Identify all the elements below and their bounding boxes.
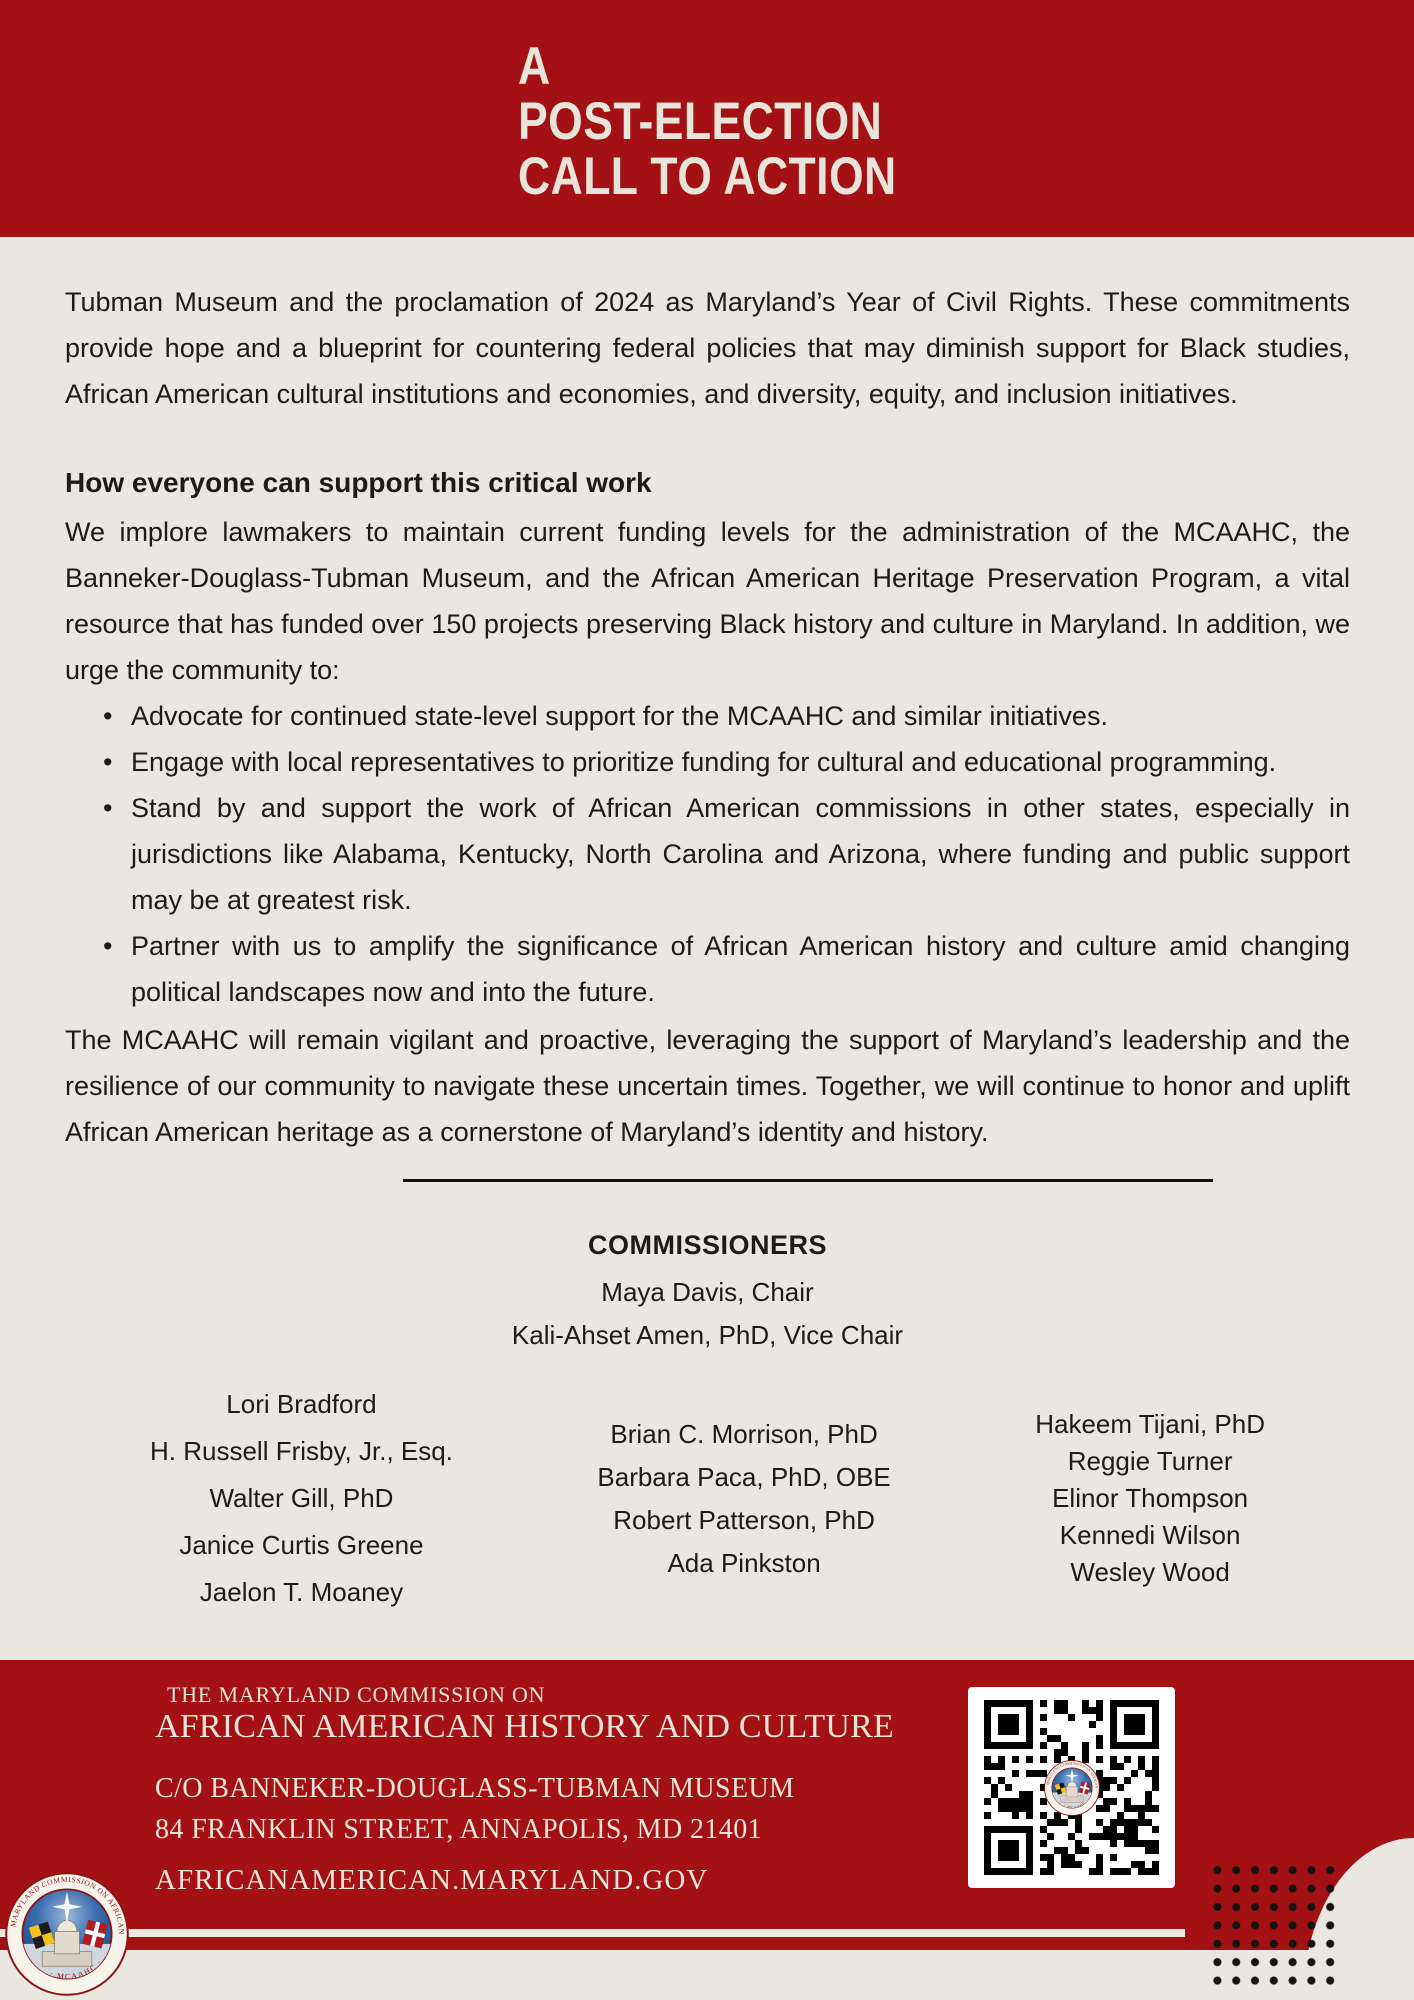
intro-paragraph: Tubman Museum and the proclamation of 2024 as Maryland’s Year of Civil Rights. These commitments provide hope and a blueprint for countering federal policies that may diminish support for Black studies, African American cultural institutions and economies, and diversity, equity, and inclusion initiatives. (65, 287, 1350, 409)
commissioner-column-left (150, 1381, 453, 1616)
commissioner-name: Lori Bradford (226, 1389, 377, 1419)
commissioner-name: H. Russell Frisby, Jr., Esq. (150, 1436, 453, 1466)
commissioner-name: Hakeem Tijani, PhD (1035, 1409, 1265, 1439)
commissioner-name: Wesley Wood (1070, 1557, 1230, 1587)
page-title-line: CALL TO ACTION (517, 147, 897, 206)
commissioner-name: Brian C. Morrison, PhD (610, 1418, 878, 1449)
footer-banner (0, 1660, 1414, 1950)
bullet-item: • Engage with local representatives to prioritize funding for cultural and educational programming. (65, 739, 1350, 785)
qr-code (968, 1687, 1175, 1888)
bullet-item: • Stand by and support the work of African American commissions in other states, especially in jurisdictions like Alabama, Kentucky, North Carolina and Arizona, where funding and public support may be at greatest risk. (65, 785, 1350, 923)
dot-grid-decoration (1208, 1861, 1340, 1990)
page-title (482, 39, 933, 204)
support-bullet-list (65, 693, 1350, 1015)
support-paragraph: We implore lawmakers to maintain current funding levels for the administration of the MCAAHC, the Banneker-Douglass-Tubman Museum, and the African American Heritage Preservation Program, a vital resource that has funded over 150 projects preserving Black history and culture in Maryland. In addition, we urge the community to: (65, 517, 1350, 685)
bullet-item: • Partner with us to amplify the significance of African American history and culture amid changing political landscapes now and into the future. (65, 923, 1350, 1015)
commissioner-name: Elinor Thompson (1052, 1483, 1249, 1513)
commissioner-name: Robert Patterson, PhD (613, 1504, 875, 1535)
chair-name: Maya Davis, Chair (601, 1277, 814, 1307)
org-address (155, 1768, 894, 1850)
footer-accent-stripe (0, 1929, 1185, 1937)
org-name-line2: AFRICAN AMERICAN HISTORY AND CULTURE (155, 1708, 894, 1745)
header-banner (0, 0, 1414, 237)
commissioners-section (65, 1228, 1350, 1616)
main-content (0, 237, 1414, 1616)
mcaahc-seal-icon (1044, 1760, 1100, 1816)
closing-paragraph: The MCAAHC will remain vigilant and proactive, leveraging the support of Maryland’s leadership and the resilience of our community to navigate these uncertain times. Together, we will continue to honor and uplift African American heritage as a cornerstone of Maryland’s identity and history. (65, 1025, 1350, 1147)
org-address-line2: 84 FRANKLIN STREET, ANNAPOLIS, MD 21401 (155, 1814, 762, 1845)
vice-chair-name: Kali-Ahset Amen, PhD, Vice Chair (511, 1320, 904, 1350)
page-title-line: A (517, 37, 551, 96)
bullet-item: • Advocate for continued state-level support for the MCAAHC and similar initiatives. (65, 693, 1350, 739)
org-website: AFRICANAMERICAN.MARYLAND.GOV (155, 1864, 709, 1896)
footer-org-block (155, 1682, 894, 1897)
commissioner-name: Kennedi Wilson (1059, 1520, 1241, 1550)
commissioner-column-right (1035, 1406, 1265, 1591)
commissioner-name: Walter Gill, PhD (209, 1483, 394, 1513)
page-title-line: POST-ELECTION (517, 92, 882, 151)
commissioner-name: Janice Curtis Greene (179, 1530, 424, 1560)
commissioner-name: Reggie Turner (1067, 1446, 1233, 1476)
mcaahc-seal-icon (5, 1872, 129, 1996)
section-heading: How everyone can support this critical work (65, 467, 652, 498)
commissioner-columns (65, 1381, 1350, 1616)
commissioners-heading: COMMISSIONERS (587, 1230, 828, 1260)
commissioner-column-middle (597, 1413, 890, 1585)
commissioner-name: Ada Pinkston (667, 1547, 821, 1578)
commissioner-name: Barbara Paca, PhD, OBE (597, 1461, 891, 1492)
section-divider (403, 1179, 1213, 1182)
org-address-line1: C/O BANNEKER-DOUGLASS-TUBMAN MUSEUM (155, 1773, 795, 1804)
commissioner-name: Jaelon T. Moaney (199, 1577, 404, 1607)
org-name-line1: THE MARYLAND COMMISSION ON (167, 1682, 546, 1707)
